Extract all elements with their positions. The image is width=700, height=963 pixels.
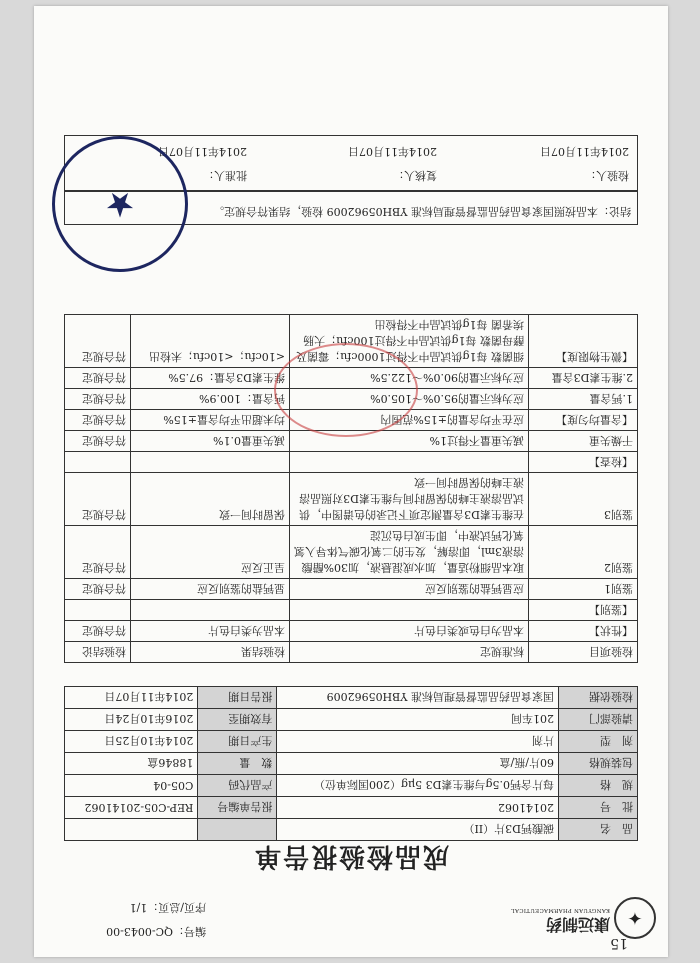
company-logo [446, 895, 656, 939]
results-item: 1.钙含量 [529, 389, 638, 410]
info-row [65, 819, 638, 841]
reviewer-date: 2014年11月07日 [348, 145, 437, 158]
info-label: 品 名 [559, 819, 638, 841]
info-value: 2014年11月07日 [65, 687, 198, 709]
header-conclusion: 检验结论 [65, 642, 131, 663]
results-res: 呈正反应 [131, 526, 290, 579]
results-item: 【鉴别】 [529, 600, 638, 621]
info-label: 产品代码 [198, 775, 277, 797]
results-row [65, 621, 638, 642]
logo-icon: ✦ [614, 897, 656, 939]
info-value [65, 819, 198, 841]
results-std: 取本品细粉适量，加水成混悬液，加30%醋酸溶液3ml，即溶解，发生的二氧化碳气体导入氢氧化钙试液中，即生成白色沉淀 [290, 526, 529, 579]
header [46, 877, 656, 943]
doc-number: 编号：QC-0043-00 [106, 925, 206, 938]
results-row [65, 600, 638, 621]
info-label: 有效期至 [198, 709, 277, 731]
info-value: 20141062 [277, 797, 559, 819]
info-label: 检验依据 [559, 687, 638, 709]
seal-star-icon: ★ [104, 184, 136, 224]
results-res [131, 600, 290, 621]
inspector-label: 检验人： [585, 169, 629, 182]
doc-meta [46, 895, 206, 943]
info-row [65, 775, 638, 797]
info-label: 报告单编号 [198, 797, 277, 819]
blue-company-seal [52, 136, 188, 272]
info-row [65, 731, 638, 753]
results-res: 本品为类白色片 [131, 621, 290, 642]
reviewer-label: 复核人： [393, 169, 437, 182]
results-item: 鉴别2 [529, 526, 638, 579]
results-item: 【含量均匀度】 [529, 410, 638, 431]
header-result: 检验结果 [131, 642, 290, 663]
results-std: 减失重量不得过1% [290, 431, 529, 452]
red-qc-seal [274, 343, 418, 437]
info-label: 剂 型 [559, 731, 638, 753]
results-res: 显钙盐的鉴别反应 [131, 579, 290, 600]
results-con: 符合规定 [65, 431, 131, 452]
results-res: 维生素D3含量：97.5% [131, 368, 290, 389]
results-con: 符合规定 [65, 621, 131, 642]
results-con: 符合规定 [65, 579, 131, 600]
page-count: 序页/总页：1/1 [129, 901, 206, 914]
info-label: 数 量 [198, 753, 277, 775]
results-con: 符合规定 [65, 526, 131, 579]
info-row [65, 753, 638, 775]
page-mark: 15 [610, 935, 628, 951]
results-std: 在维生素D3含量测定项下记录的色谱图中，供试品溶液主峰的保留时间与维生素D3对照品溶液主峰的保留时间一致 [290, 473, 529, 526]
results-con: 符合规定 [65, 389, 131, 410]
inspector-date: 2014年11月07日 [540, 145, 629, 158]
results-item: 【性状】 [529, 621, 638, 642]
company-name: 康远制药 [545, 915, 610, 934]
info-label: 生产日期 [198, 731, 277, 753]
info-label: 批 号 [559, 797, 638, 819]
results-std: 应显钙盐的鉴别反应 [290, 579, 529, 600]
info-value: 每片含钙0.5g与维生素D3 5μg（200国际单位） [277, 775, 559, 797]
info-label [198, 819, 277, 841]
info-label: 报告日期 [198, 687, 277, 709]
info-value: 2016年10月24日 [65, 709, 198, 731]
results-header-row [65, 642, 638, 663]
info-label: 请验部门 [559, 709, 638, 731]
report-title: 成品检验报告单 [253, 841, 450, 871]
info-value: 片剂 [277, 731, 559, 753]
info-value: REP-C05-20141062 [65, 797, 198, 819]
info-value: 碳酸钙D3片（II） [277, 819, 559, 841]
info-label: 包装规格 [559, 753, 638, 775]
results-con: 符合规定 [65, 368, 131, 389]
approver-date: 2014年11月07日 [158, 145, 247, 158]
results-res: 钙含量：100.9% [131, 389, 290, 410]
results-row [65, 579, 638, 600]
results-std: 应在平均含量的±15%范围内 [290, 410, 529, 431]
info-label: 规 格 [559, 775, 638, 797]
results-res: <10cfu；<10cfu；未检出 [131, 315, 290, 368]
results-res: 减失重量0.1% [131, 431, 290, 452]
info-value: 60片/瓶/盒 [277, 753, 559, 775]
results-item: 【检查】 [529, 452, 638, 473]
info-value: 18846盒 [65, 753, 198, 775]
results-std: 细菌数 每1g供试品中不得过1000cfu；霉菌及酵母菌数 每1g供试品中不得过100cfu；大肠埃希菌 每1g供试品中不得检出 [290, 315, 529, 368]
results-std: 应为标示量的90.0%～122.5% [290, 368, 529, 389]
info-value: C05-04 [65, 775, 198, 797]
results-res: 保留时间一致 [131, 473, 290, 526]
info-row [65, 797, 638, 819]
info-row [65, 687, 638, 709]
results-row [65, 526, 638, 579]
company-name-en: KANGYUAN PHARMACEUTICAL [510, 907, 610, 913]
results-con: 符合规定 [65, 315, 131, 368]
header-item: 检验项目 [529, 642, 638, 663]
results-std: 本品为白色或类白色片 [290, 621, 529, 642]
results-std: 应为标示量的95.0%～105.0% [290, 389, 529, 410]
rotated-content [34, 6, 668, 957]
results-std [290, 600, 529, 621]
results-item: 鉴别3 [529, 473, 638, 526]
info-value: 201车间 [277, 709, 559, 731]
results-std [290, 452, 529, 473]
info-table [64, 686, 638, 841]
header-standard: 标准规定 [290, 642, 529, 663]
results-item: 干燥失重 [529, 431, 638, 452]
results-con: 符合规定 [65, 410, 131, 431]
results-con: 符合规定 [65, 473, 131, 526]
info-row [65, 709, 638, 731]
approver-label: 批准人： [203, 169, 247, 182]
results-con [65, 600, 131, 621]
results-item: 2.维生素D3含量 [529, 368, 638, 389]
results-row [65, 473, 638, 526]
info-value: 国家食品药品监督管理局标准 YBH05962009 [277, 687, 559, 709]
results-row [65, 452, 638, 473]
results-res: 均未超出平均含量±15% [131, 410, 290, 431]
conclusion: 结论：本品按照国家食品药品监督管理局标准 YBH05962009 检验，结果符合规定。 [64, 191, 638, 225]
results-item: 鉴别1 [529, 579, 638, 600]
results-item: 【微生物限度】 [529, 315, 638, 368]
results-con [65, 452, 131, 473]
document-page [34, 6, 668, 957]
info-value: 2014年10月25日 [65, 731, 198, 753]
results-res [131, 452, 290, 473]
